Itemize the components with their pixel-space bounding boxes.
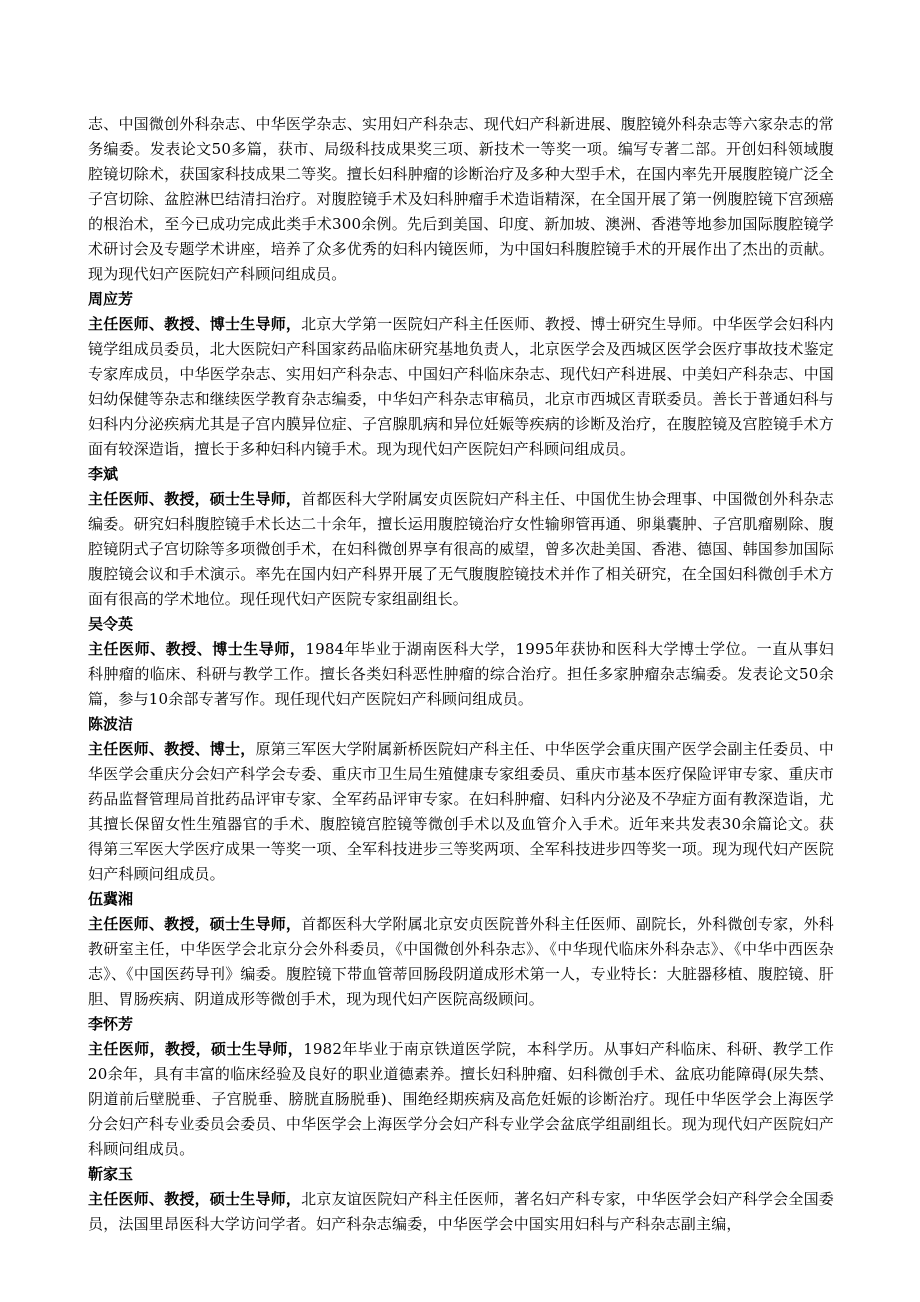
expert-bio bbox=[88, 737, 834, 887]
expert-bio-text: 1984年毕业于湖南医科大学，1995年获协和医科大学博士学位。一直从事妇科肿瘤的临床、科研与教学工作。擅长各类妇科恶性肿瘤的综合治疗。担任多家肿瘤杂志编委。发表论文50余篇，参与10余部专著写作。现任现代妇产医院妇产科顾问组成员。 bbox=[88, 640, 834, 708]
expert-bio bbox=[88, 312, 834, 462]
expert-entry bbox=[88, 612, 834, 712]
expert-bio bbox=[88, 487, 834, 612]
expert-title: 主任医师、教授，硕士生导师， bbox=[88, 490, 302, 508]
expert-bio-text: 1982年毕业于南京铁道医学院，本科学历。从事妇产科临床、科研、教学工作20余年，具有丰富的临床经验及良好的职业道德素养。擅长妇科肿瘤、妇科微创手术、盆底功能障碍(尿失禁、阴道前后壁脱垂、子宫脱垂、膀胱直肠脱垂)、围绝经期疾病及高危妊娠的诊断治疗。现任中华医学会上海医学分会妇产科专业委员会委员、中华医学会上海医学分会妇产科专业学会盆底学组副组长。现为现代妇产医院妇产科顾问组成员。 bbox=[88, 1040, 834, 1158]
expert-bio-text: 北京大学第一医院妇产科主任医师、教授、博士研究生导师。中华医学会妇科内镜学组成员委员，北大医院妇产科国家药品临床研究基地负责人，北京医学会及西城区医学会医疗事故技术鉴定专家库成员，中华医学杂志、实用妇产科杂志、中国妇产科临床杂志、现代妇产科进展、中美妇产科杂志、中国妇幼保健等杂志和继续医学教育杂志编委，中华妇产科杂志审稿员，北京市西城区青联委员。善长于普通妇科与妇科内分泌疾病尤其是子宫内膜异位症、子宫腺肌病和异位妊娠等疾病的诊断及治疗，在腹腔镜及宫腔镜手术方面有较深造诣，擅长于多种妇科内镜手术。现为现代妇产医院妇产科顾问组成员。 bbox=[88, 315, 834, 458]
expert-bio-text: 北京友谊医院妇产科主任医师，著名妇产科专家，中华医学会妇产科学会全国委员，法国里昂医科大学访问学者。妇产科杂志编委，中华医学会中国实用妇科与产科杂志副主编， bbox=[88, 1190, 834, 1233]
expert-title: 主任医师、教授、博士， bbox=[88, 740, 256, 758]
expert-name: 李斌 bbox=[88, 465, 119, 483]
expert-entry bbox=[88, 462, 834, 612]
expert-bio-text: 首都医科大学附属安贞医院妇产科主任、中国优生协会理事、中国微创外科杂志编委。研究妇科腹腔镜手术长达二十余年，擅长运用腹腔镜治疗女性输卵管再通、卵巢囊肿、子宫肌瘤剔除、腹腔镜阴式子宫切除等多项微创手术，在妇科微创界享有很高的威望，曾多次赴美国、香港、德国、韩国参加国际腹腔镜会议和手术演示。率先在国内妇产科界开展了无气腹腹腔镜技术并作了相关研究，在全国妇科微创手术方面有很高的学术地位。现任现代妇产医院专家组副组长。 bbox=[88, 490, 834, 608]
expert-bio bbox=[88, 1037, 834, 1162]
expert-entry bbox=[88, 1012, 834, 1162]
intro-paragraph: 志、中国微创外科杂志、中华医学杂志、实用妇产科杂志、现代妇产科新进展、腹腔镜外科杂志等六家杂志的常务编委。发表论文50多篇，获市、局级科技成果奖三项、新技术一等奖一项。编写专著二部。开创妇科领域腹腔镜切除术，获国家科技成果二等奖。擅长妇科肿瘤的诊断治疗及多种大型手术，在国内率先开展腹腔镜广泛全子宫切除、盆腔淋巴结清扫治疗。对腹腔镜手术及妇科肿瘤手术造诣精深，在全国开展了第一例腹腔镜下宫颈癌的根治术，至今已成功完成此类手术300余例。先后到美国、印度、新加坡、澳洲、香港等地参加国际腹腔镜学术研讨会及专题学术讲座，培养了众多优秀的妇科内镜医师，为中国妇科腹腔镜手术的开展作出了杰出的贡献。现为现代妇产医院妇产科顾问组成员。 bbox=[88, 115, 834, 283]
expert-name: 靳家玉 bbox=[88, 1165, 134, 1183]
expert-name: 李怀芳 bbox=[88, 1015, 134, 1033]
expert-bio-text: 首都医科大学附属北京安贞医院普外科主任医师、副院长，外科微创专家，外科教研室主任，中华医学会北京分会外科委员，《中国微创外科杂志》、《中华现代临床外科杂志》、《中华中西医杂志》、《中国医药导刊》编委。腹腔镜下带血管蒂回肠段阴道成形术第一人，专业特长：大脏器移植、腹腔镜、肝胆、胃肠疾病、阴道成形等微创手术，现为现代妇产医院高级顾问。 bbox=[88, 915, 834, 1008]
expert-bio bbox=[88, 637, 834, 712]
expert-title: 主任医师、教授，硕士生导师， bbox=[88, 1190, 302, 1208]
expert-entry bbox=[88, 287, 834, 462]
expert-bio bbox=[88, 1187, 834, 1237]
expert-entry bbox=[88, 1162, 834, 1237]
expert-name: 伍冀湘 bbox=[88, 890, 134, 908]
expert-title: 主任医师，教授，硕士生导师， bbox=[88, 1040, 304, 1058]
expert-title: 主任医师、教授，硕士生导师， bbox=[88, 915, 302, 933]
expert-entry bbox=[88, 712, 834, 887]
expert-bio bbox=[88, 912, 834, 1012]
expert-title: 主任医师、教授、博士生导师， bbox=[88, 640, 306, 658]
expert-name: 周应芳 bbox=[88, 290, 134, 308]
expert-entry bbox=[88, 887, 834, 1012]
expert-name: 陈波洁 bbox=[88, 715, 134, 733]
document-page bbox=[88, 112, 834, 1237]
expert-bio-text: 原第三军医大学附属新桥医院妇产科主任、中华医学会重庆围产医学会副主任委员、中华医学会重庆分会妇产科学会专委、重庆市卫生局生殖健康专家组委员、重庆市基本医疗保险评审专家、重庆市药品监督管理局首批药品评审专家、全军药品评审专家。在妇科肿瘤、妇科内分泌及不孕症方面有教深造诣，尤其擅长保留女性生殖器官的手术、腹腔镜宫腔镜等微创手术以及血管介入手术。近年来共发表30余篇论文。获得第三军医大学医疗成果一等奖一项、全军科技进步三等奖两项、全军科技进步四等奖一项。现为现代妇产医院妇产科顾问组成员。 bbox=[88, 740, 835, 883]
expert-name: 吴令英 bbox=[88, 615, 134, 633]
expert-title: 主任医师、教授、博士生导师， bbox=[88, 315, 302, 333]
